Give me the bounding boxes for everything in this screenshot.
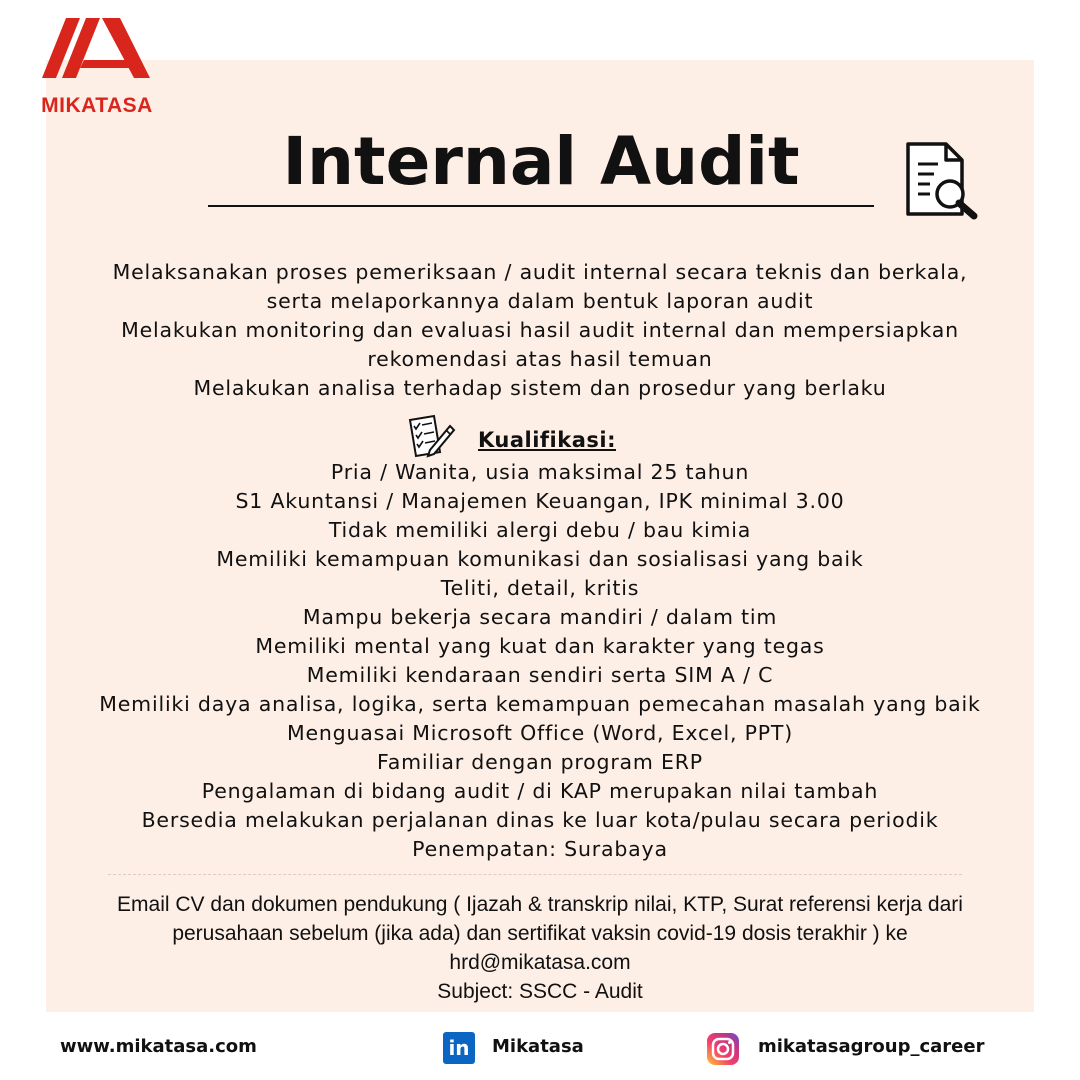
list-item: Tidak memiliki alergi debu / bau kimia xyxy=(328,518,752,542)
list-item: Bersedia melakukan perjalanan dinas ke luar kota/pulau secara periodik xyxy=(141,808,939,832)
qualifications-list xyxy=(40,458,1040,864)
list-item: Memiliki daya analisa, logika, serta kemampuan pemecahan masalah yang baik xyxy=(99,692,981,716)
list-item: S1 Akuntansi / Manajemen Keuangan, IPK minimal 3.00 xyxy=(235,489,845,513)
list-item: Memiliki kemampuan komunikasi dan sosialisasi yang baik xyxy=(216,547,864,571)
job-description xyxy=(60,258,1020,403)
section-divider xyxy=(108,874,962,875)
application-instructions xyxy=(60,890,1020,1006)
qualifications-heading xyxy=(404,414,664,460)
list-item: Memiliki mental yang kuat dan karakter yang tegas xyxy=(255,634,825,658)
application-line: Email CV dan dokumen pendukung ( Ijazah & transkrip nilai, KTP, Surat referensi kerja dari xyxy=(117,893,963,916)
description-line: serta melaporkannya dalam bentuk laporan audit xyxy=(266,289,814,313)
list-item: Familiar dengan program ERP xyxy=(377,750,703,774)
logo-mark-icon xyxy=(22,14,172,106)
description-line: rekomendasi atas hasil temuan xyxy=(367,347,713,371)
list-item: Penempatan: Surabaya xyxy=(412,837,668,861)
document-search-icon xyxy=(902,140,982,222)
website-link[interactable]: www.mikatasa.com xyxy=(60,1036,257,1057)
checklist-pen-icon xyxy=(404,414,456,460)
description-line: Melakukan monitoring dan evaluasi hasil audit internal dan mempersiapkan xyxy=(121,318,959,342)
title-underline xyxy=(208,205,874,207)
instagram-label[interactable]: mikatasagroup_career xyxy=(758,1036,985,1057)
page-title: Internal Audit xyxy=(282,123,800,200)
qualifications-label: Kualifikasi: xyxy=(478,428,616,452)
list-item: Menguasai Microsoft Office (Word, Excel, PPT) xyxy=(286,721,794,745)
application-line: perusahaan sebelum (jika ada) dan sertifikat vaksin covid-19 dosis terakhir ) ke xyxy=(172,922,908,945)
list-item: Memiliki kendaraan sendiri serta SIM A / C xyxy=(306,663,774,687)
description-line: Melakukan analisa terhadap sistem dan prosedur yang berlaku xyxy=(193,376,887,400)
list-item: Pria / Wanita, usia maksimal 25 tahun xyxy=(330,460,750,484)
linkedin-icon[interactable]: in xyxy=(443,1032,475,1064)
linkedin-label[interactable]: Mikatasa xyxy=(492,1036,584,1057)
logo-text: MIKATASA xyxy=(41,94,153,117)
description-line: Melaksanakan proses pemeriksaan / audit internal secara teknis dan berkala, xyxy=(112,260,968,284)
mikatasa-logo xyxy=(22,14,172,117)
list-item: Pengalaman di bidang audit / di KAP merupakan nilai tambah xyxy=(201,779,879,803)
list-item: Teliti, detail, kritis xyxy=(440,576,640,600)
application-subject: Subject: SSCC - Audit xyxy=(437,980,643,1003)
application-email[interactable]: hrd@mikatasa.com xyxy=(449,951,631,974)
instagram-icon[interactable] xyxy=(706,1032,740,1066)
list-item: Mampu bekerja secara mandiri / dalam tim xyxy=(302,605,778,629)
